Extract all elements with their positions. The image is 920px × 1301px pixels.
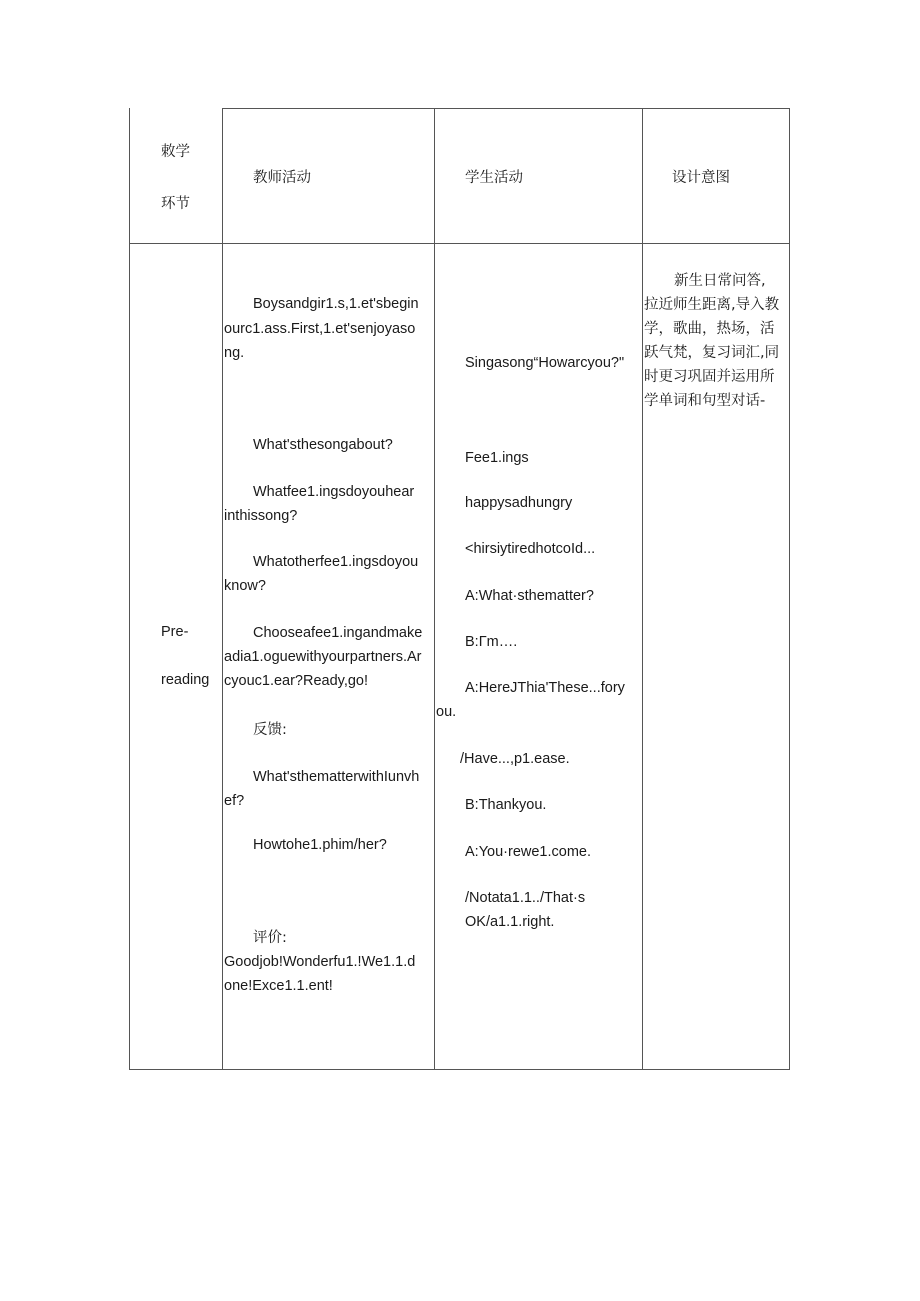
table-border-top xyxy=(222,108,790,109)
column-divider-3 xyxy=(642,108,643,1070)
student-line: A:HereJThia'These...fory xyxy=(465,680,625,696)
teacher-line: Chooseafee1.ingandmake xyxy=(253,625,423,641)
teacher-line: Boysandgir1.s,1.et'sbegin xyxy=(253,296,419,312)
header-stage-line1: 敕学 xyxy=(161,144,190,160)
design-line: 拉近师生距离,导入教 xyxy=(644,297,780,313)
table-border-bottom xyxy=(129,1069,790,1070)
header-row-divider xyxy=(129,243,790,244)
student-line: /Notata1.1../That·s xyxy=(465,890,586,906)
teacher-line: 评价: xyxy=(253,930,287,946)
teacher-line: 反馈: xyxy=(253,722,287,738)
teacher-line: one!Exce1.1.ent! xyxy=(224,978,333,994)
header-design-intent: 设计意图 xyxy=(672,170,730,186)
student-line: A:You·rewe1.come. xyxy=(465,844,592,860)
table-border-right xyxy=(789,108,790,1070)
teacher-line: cyouc1.ear?Ready,go! xyxy=(224,673,369,689)
student-line: happysadhungry xyxy=(465,495,573,511)
student-line: <hirsiytiredhotcoId... xyxy=(465,541,596,557)
table-border-left xyxy=(129,108,130,1070)
teacher-line: adia1.oguewithyourpartners.Ar xyxy=(224,649,422,665)
student-line: Singasong“Howarcyou?" xyxy=(465,355,625,371)
stage-label-line2: reading xyxy=(161,672,210,688)
header-teacher-activity: 教师活动 xyxy=(253,170,311,186)
design-line: 时更习巩固并运用所 xyxy=(644,369,775,385)
design-line: 学，歌曲，热场，活 xyxy=(644,321,775,337)
design-line: 学单词和句型对话- xyxy=(644,393,766,409)
teacher-line: ef? xyxy=(224,793,245,809)
student-line: B:Thankyou. xyxy=(465,797,547,813)
student-line: Fee1.ings xyxy=(465,450,529,466)
column-divider-1 xyxy=(222,108,223,1070)
teacher-line: What'sthesongabout? xyxy=(253,437,393,453)
teacher-line: ng. xyxy=(224,345,245,361)
teacher-line: Goodjob!Wonderfu1.!We1.1.d xyxy=(224,954,416,970)
student-line: ou. xyxy=(436,704,457,720)
student-line: B:Γm…. xyxy=(465,634,518,650)
teacher-line: Whatotherfee1.ingsdoyou xyxy=(253,554,419,570)
student-line: A:What·sthematter? xyxy=(465,588,594,604)
header-student-activity: 学生活动 xyxy=(465,170,523,186)
design-line: 跃气梵，复习词汇,同 xyxy=(644,345,780,361)
teacher-line: inthissong? xyxy=(224,508,298,524)
column-divider-2 xyxy=(434,108,435,1070)
stage-label-line1: Pre- xyxy=(161,624,189,640)
student-line: /Have...,p1.ease. xyxy=(460,751,570,767)
teacher-line: Howtohe1.phim/her? xyxy=(253,837,387,853)
teacher-line: ourc1.ass.First,1.et'senjoyaso xyxy=(224,321,416,337)
design-line: 新生日常问答, xyxy=(674,273,766,289)
teacher-line: What'sthematterwithIunvh xyxy=(253,769,420,785)
teacher-line: Whatfee1.ingsdoyouhear xyxy=(253,484,415,500)
student-line: OK/a1.1.right. xyxy=(465,914,555,930)
teacher-line: know? xyxy=(224,578,266,594)
header-stage-line2: 环节 xyxy=(161,196,190,212)
